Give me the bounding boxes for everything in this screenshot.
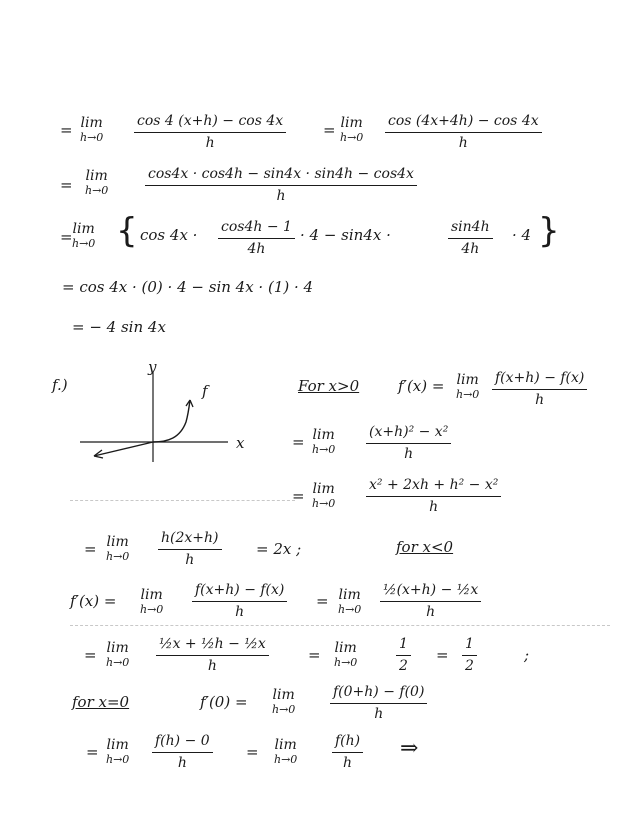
derivation-line-5: = − 4 sin 4x (72, 318, 166, 336)
equals-sign: = (436, 646, 449, 664)
simplified-fraction: $\frac{\text{½x + ½h − ½x}}{h}$ (156, 636, 269, 675)
difference-quotient: $\frac{\cos (4x+4h) - \cos 4x}{h}$ (385, 113, 542, 152)
square-fraction: $\frac{\text{(x+h)² − x²}}{h}$ (366, 424, 451, 463)
equals-sign: = (292, 433, 305, 451)
equals-sign: = (316, 592, 329, 610)
limit-operator: lim h→0 (72, 221, 96, 250)
half-fraction: $\frac{1}{2}$ (396, 636, 411, 675)
case-condition: for x<0 (396, 538, 454, 556)
sin-limit-fraction: $\frac{\sin 4h}{4h}$ (448, 219, 493, 258)
guide-line (70, 500, 295, 501)
limit-operator: lim h→0 (456, 372, 480, 401)
function-label: f (202, 382, 208, 400)
problem-label: f.) (52, 376, 68, 394)
limit-fraction: $\frac{f(h) - 0}{h}$ (152, 733, 213, 772)
guide-line (70, 625, 610, 626)
y-axis-label: y (148, 358, 157, 376)
derivative-lhs: f′(x) = (398, 377, 445, 395)
expanded-fraction: $\frac{\text{x² + 2xh + h² − x²}}{h}$ (366, 477, 501, 516)
linear-branch (94, 442, 153, 456)
difference-quotient: $\frac{f(x+h) - f(x)}{h}$ (492, 370, 587, 409)
difference-quotient: $\frac{f(0+h) - f(0)}{h}$ (330, 684, 427, 723)
derivative-lhs: f′(x) = (70, 592, 117, 610)
half-fraction: $\frac{1}{2}$ (462, 636, 477, 675)
function-graph (68, 360, 258, 474)
implies-arrow-icon: ⇒ (400, 736, 419, 761)
left-brace: { (116, 211, 138, 251)
limit-operator: lim h→0 (334, 640, 358, 669)
equals-sign: = (323, 121, 336, 139)
equals-sign: = (60, 228, 73, 246)
term-text: · 4 (512, 226, 532, 244)
factored-fraction: $\frac{h(2x+h)}{h}$ (158, 530, 222, 569)
difference-quotient: $\frac{\cos 4 (x+h) - \cos 4x}{h}$ (134, 113, 286, 152)
limit-operator: lim h→0 (312, 481, 336, 510)
limit-operator: lim h→0 (80, 115, 104, 144)
equals-sign: = (84, 646, 97, 664)
equals-sign: = (246, 743, 259, 761)
case-condition: for x=0 (72, 693, 130, 711)
difference-quotient: $\frac{f(x+h) - f(x)}{h}$ (192, 582, 287, 621)
limit-operator: lim h→0 (106, 737, 130, 766)
x-axis-label: x (236, 434, 245, 452)
derivation-line-4: = cos 4x · (0) · 4 − sin 4x · (1) · 4 (62, 278, 314, 296)
equals-sign: = (292, 487, 305, 505)
equals-sign: = (308, 646, 321, 664)
equals-sign: = (60, 176, 73, 194)
limit-operator: lim h→0 (340, 115, 364, 144)
limit-operator: lim h→0 (106, 534, 130, 563)
limit-operator: lim h→0 (106, 640, 130, 669)
limit-operator: lim h→0 (272, 687, 296, 716)
cos-limit-fraction: $\frac{\cos 4h - 1}{4h}$ (218, 219, 295, 258)
result-text: = 2x ; (256, 540, 302, 558)
case-condition: For x>0 (298, 377, 360, 395)
limit-operator: lim h→0 (338, 587, 362, 616)
term-text: cos 4x · (140, 226, 198, 244)
trig-expansion-fraction: $\frac{\cos 4x \cdot \cos 4h - \sin 4x \cdot \sin 4h - \cos 4x}{h}$ (145, 166, 417, 205)
parabola-branch (153, 400, 190, 442)
equals-sign: = (86, 743, 99, 761)
limit-operator: lim h→0 (312, 427, 336, 456)
graph-svg (68, 360, 258, 470)
limit-operator: lim h→0 (274, 737, 298, 766)
equals-sign: = (60, 121, 73, 139)
semicolon: ; (524, 646, 530, 664)
limit-fraction: $\frac{f(h)}{h}$ (332, 733, 363, 772)
limit-operator: lim h→0 (85, 168, 109, 197)
equals-sign: = (84, 540, 97, 558)
derivative-lhs: f′(0) = (200, 693, 248, 711)
term-text: · 4 − sin4x · (300, 226, 391, 244)
right-brace: } (538, 211, 560, 251)
half-fraction: $\frac{\text{½(x+h) − ½x}}{h}$ (380, 582, 481, 621)
limit-operator: lim h→0 (140, 587, 164, 616)
